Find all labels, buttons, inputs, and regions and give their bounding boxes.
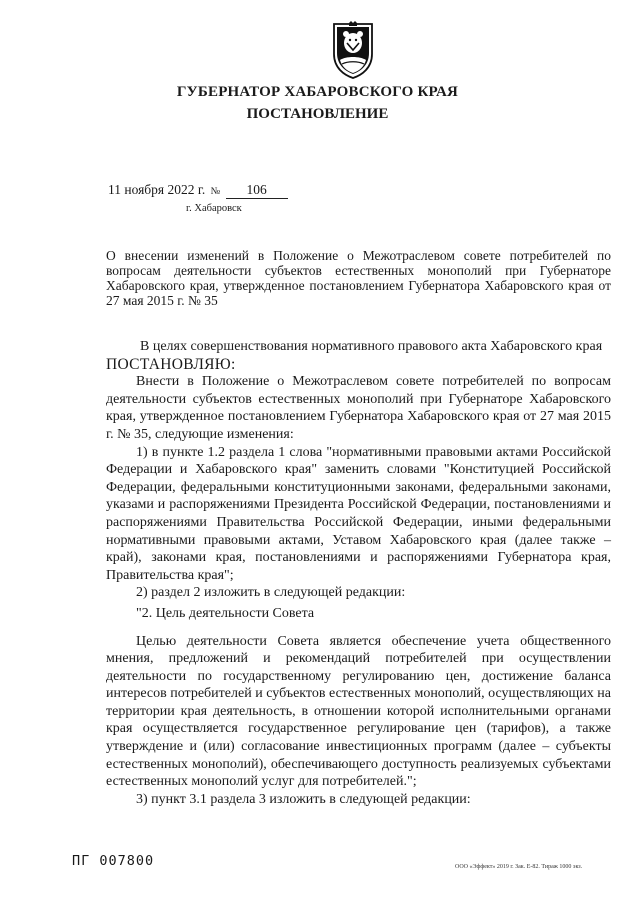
number-label: № [210,186,221,197]
section-2-text: Целью деятельности Совета является обеспечение учета общественного мнения, предложений и рекомендаций потребителей при осуществлении деятельности по государственному регулированию цен, достижение баланса интересов потребителей и субъектов естественных монополий, осуществляющих на территории края деятельность, в отношении которой исполнительными органами края осуществляется государственное регулирование цен (тарифов), а также утверждение и (или) согласование инвестиционных программ (далее – субъекты естественных монополий), обеспечивающего доступность реализуемых субъектами естественных монополий услуг для потребителей."; [106,633,611,790]
item-3-paragraph: 3) пункт 3.1 раздела 3 изложить в следующей редакции: [136,791,471,807]
section-2-title: "2. Цель деятельности Совета [136,605,315,621]
document-type: ПОСТАНОВЛЕНИЕ [246,106,389,122]
main-paragraph: Внести в Положение о Межотраслевом совете потребителей по вопросам деятельности субъектов естественных монополий при Губернаторе Хабаровского края, утвержденное постановлением Губернатора Хабаровского края от 27 мая 2015 г. № 35, следующие изменения: [106,374,611,442]
document-number: 106 [226,182,288,199]
document-body [106,338,611,808]
coat-of-arms-icon [330,20,376,80]
printer-imprint: ООО «Эффект» 2019 г. Зак. Е-82. Тираж 1000 экз. [455,864,583,870]
form-code: ПГ 007800 [72,853,155,869]
date-number-line [108,182,288,199]
intro-paragraph: В целях совершенствования нормативного правового акта Хабаровского края [140,339,603,354]
item-2-paragraph: 2) раздел 2 изложить в следующей редакции: [136,585,406,601]
resolve-keyword: ПОСТАНОВЛЯЮ: [106,355,236,373]
item-1-paragraph: 1) в пункте 1.2 раздела 1 слова "нормативными правовыми актами Российской Федерации и Хабаровского края" заменить словами "Конституцией Российской Федерации, федеральными конституционными законами, федеральными законами, указами и распоряжениями Президента Российской Федерации, постановлениями и распоряжениями Правительства Российской Федерации, иными федеральными нормативными правовыми актами, Уставом Хабаровского края (далее также – край), законами края, постановлениями и распоряжениями Губернатора края, Правительства края"; [106,444,611,583]
document-date: 11 ноября 2022 г. [108,182,206,197]
document-city: г. Хабаровск [186,203,242,214]
document-subject: О внесении изменений в Положение о Межотраслевом совете потребителей по вопросам деятельности субъектов естественных монополий при Губернаторе Хабаровского края, утвержденное постановлением Губернатора Хабаровского края от 27 мая 2015 г. № 35 [106,248,611,308]
issuer-title: ГУБЕРНАТОР ХАБАРОВСКОГО КРАЯ [176,84,459,100]
